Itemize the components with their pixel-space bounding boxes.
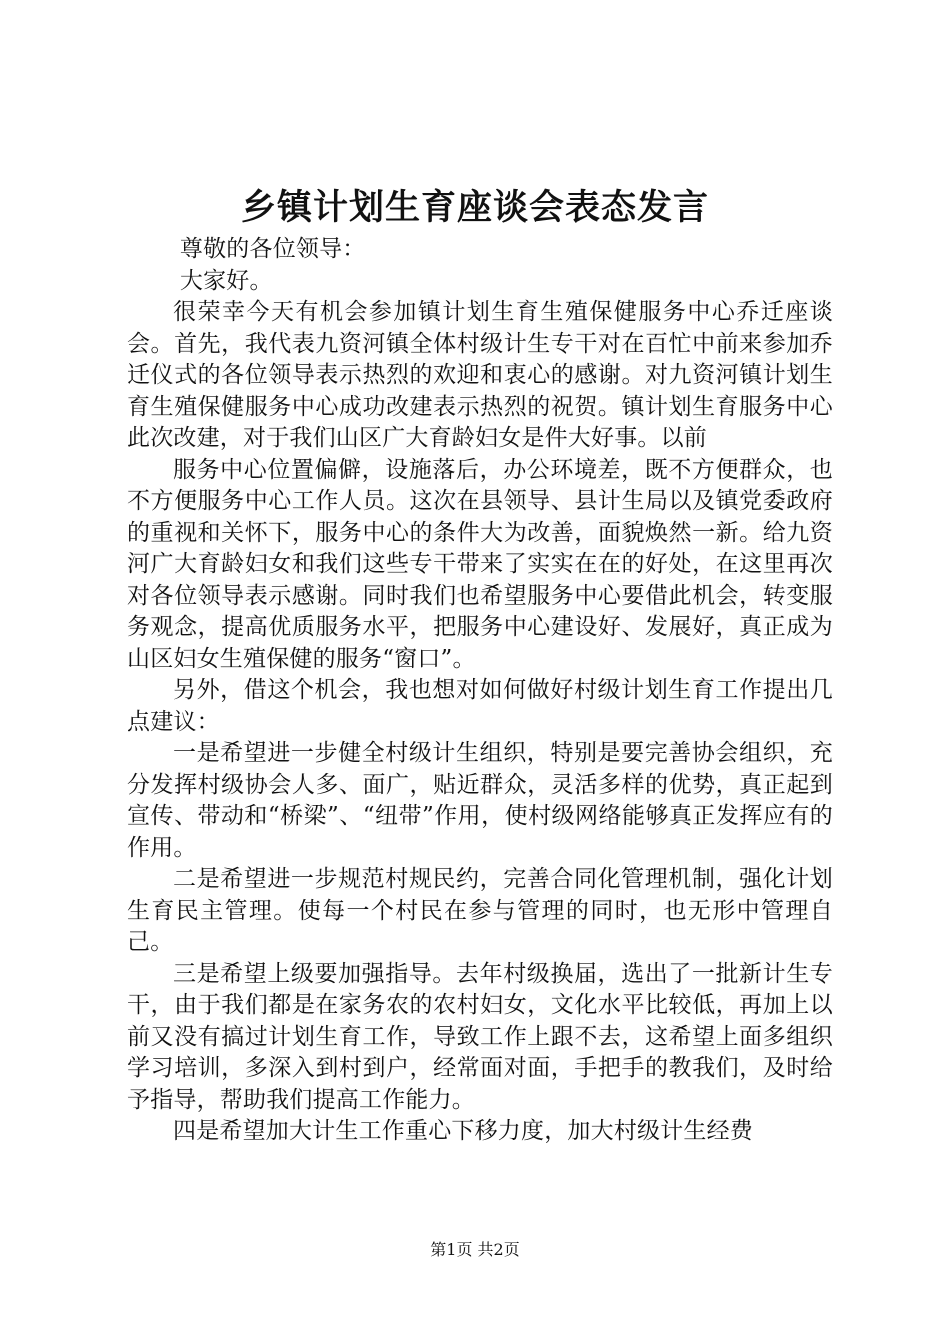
paragraph: 二是希望进一步规范村规民约，完善合同化管理机制，强化计划生育民主管理。使每一个村民在参与管理的同时，也无形中管理自己。 xyxy=(127,866,833,955)
salutation: 尊敬的各位领导： xyxy=(179,236,366,262)
paragraph: 三是希望上级要加强指导。去年村级换届，选出了一批新计生专干，由于我们都是在家务农的农村妇女，文化水平比较低，再加上以前又没有搞过计划生育工作，导致工作上跟不去，这希望上面多组织学习培训，多深入到村到户，经常面对面，手把手的教我们，及时给予指导，帮助我们提高工作能力。 xyxy=(127,960,833,1113)
page-indicator: 第1页 共2页 xyxy=(430,1240,520,1259)
document-body xyxy=(127,234,833,1148)
paragraph: 很荣幸今天有机会参加镇计划生育生殖保健服务中心乔迁座谈会。首先，我代表九资河镇全体村级计生专干对在百忙中前来参加乔迁仪式的各位领导表示热烈的欢迎和衷心的感谢。对九资河镇计划生育生殖保健服务中心成功改建表示热烈的祝贺。镇计划生育服务中心此次改建，对于我们山区广大育龄妇女是件大好事。以前 xyxy=(127,299,833,451)
document-title: 乡镇计划生育座谈会表态发言 xyxy=(240,187,709,228)
paragraph: 四是希望加大计生工作重心下移力度，加大村级计生经费 xyxy=(173,1118,753,1144)
greeting-line: 大家好。 xyxy=(179,267,273,294)
paragraph: 服务中心位置偏僻，设施落后，办公环境差，既不方便群众，也不方便服务中心工作人员。这次在县领导、县计生局以及镇党委政府的重视和关怀下，服务中心的条件大为改善，面貌焕然一新。给九资河广大育龄妇女和我们这些专干带来了实实在在的好处，在这里再次对各位领导表示感谢。同时我们也希望服务中心要借此机会，转变服务观念，提高优质服务水平，把服务中心建设好、发展好，真正成为山区妇女生殖保健的服务“窗口”。 xyxy=(127,456,833,672)
paragraph: 另外，借这个机会，我也想对如何做好村级计划生育工作提出几点建议： xyxy=(127,677,833,735)
paragraph: 一是希望进一步健全村级计生组织，特别是要完善协会组织，充分发挥村级协会人多、面广，贴近群众，灵活多样的优势，真正起到宣传、带动和“桥梁”、“纽带”作用，使村级网络能够真正发挥应有的作用。 xyxy=(127,740,833,861)
